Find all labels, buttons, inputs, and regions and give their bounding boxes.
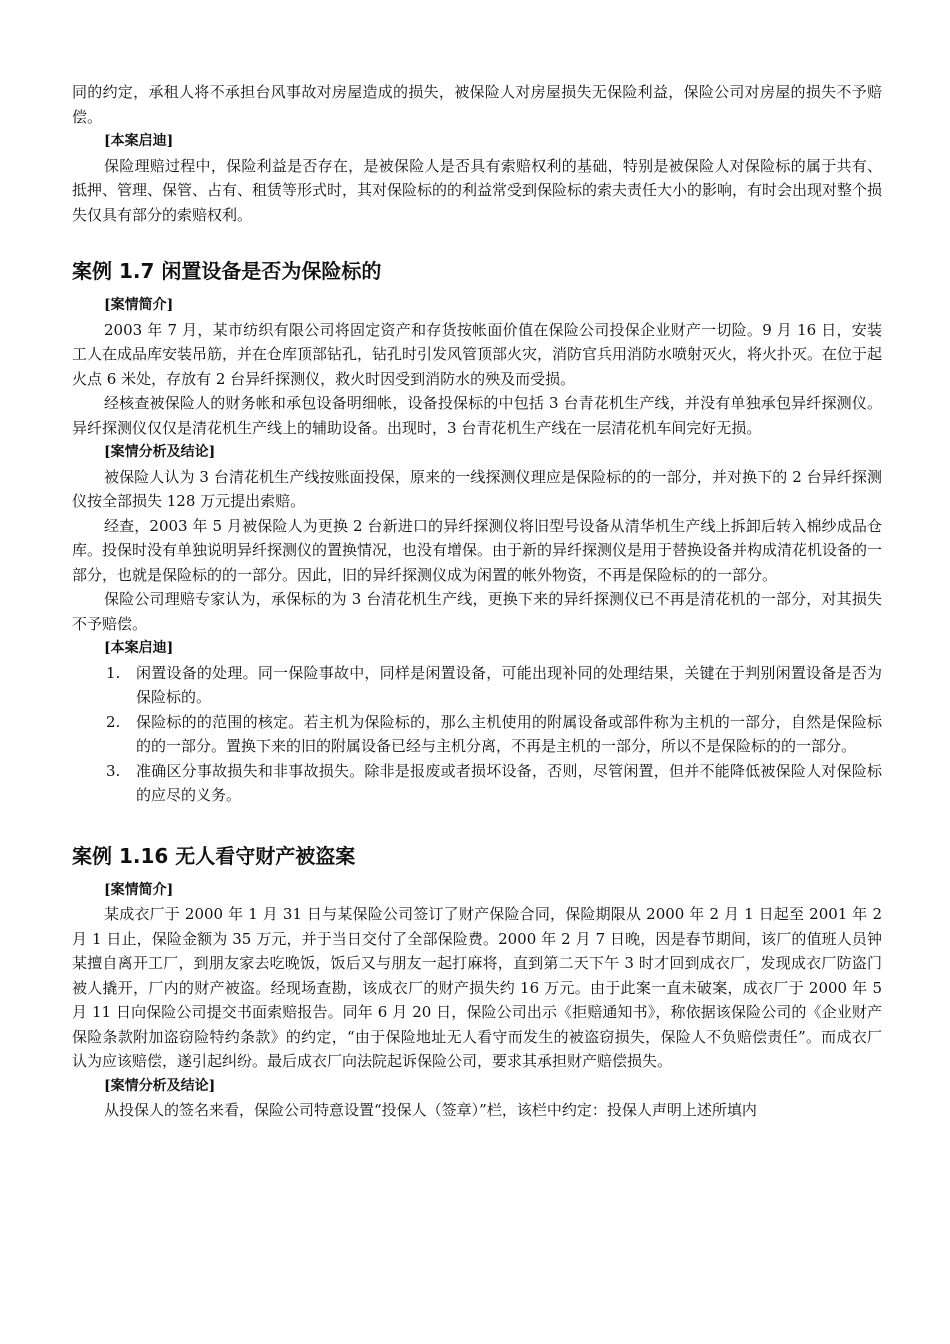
case-1-7-title: 案例 1.7 闲置设备是否为保险标的 xyxy=(72,259,382,283)
document-page xyxy=(72,80,882,1123)
list-item-number: 1. xyxy=(106,663,121,682)
list-item-text: 闲置设备的处理。同一保险事故中，同样是闲置设备，可能出现补同的处理结果，关键在于判别闲置设备是否为保险标的。 xyxy=(136,663,882,706)
list-item-number: 3. xyxy=(106,761,121,780)
brief-paragraph: 某成衣厂于 2000 年 1 月 31 日与某保险公司签订了财产保险合同，保险期限从 2000 年 2 月 1 日起至 2001 年 2 月 1 日止，保险金额为 35 万元，并于当日交付了全部保险费。2000 年 2 月 7 日晚，因是春节期间，该厂的值班人员钟某擅自离开工厂，到朋友家去吃晚饭，饭后又与朋友一起打麻将，直到第二天下午 3 时才回到成衣厂，发现成衣厂防盗门被人撬开，厂内的财产被盗。经现场查勘，该成衣厂的财产损失约 16 万元。由于此案一直未破案，成衣厂于 2000 年 5 月 11 日向保险公司提交书面索赔报告。同年 6 月 20 日，保险公司出示《拒赔通知书》，称依据该保险公司的《企业财产保险条款附加盗窃险特约条款》的约定，“由于保险地址无人看守而发生的被盗窃损失，保险人不负赔偿责任”。而成衣厂认为应该赔偿，遂引起纠纷。最后成衣厂向法院起诉保险公司，要求其承担财产赔偿损失。 xyxy=(72,905,882,1070)
analysis-paragraph: 被保险人认为 3 台清花机生产线按账面投保，原来的一线探测仪理应是保险标的的一部分，并对换下的 2 台异纤探测仪按全部损失 128 万元提出索赔。 xyxy=(72,467,882,510)
analysis-paragraph: 经查，2003 年 5 月被保险人为更换 2 台新进口的异纤探测仪将旧型号设备从清华机生产线上拆卸后转入棉纱成品仓库。投保时没有单独说明异纤探测仪的置换情况，也没有增保。由于新的异纤探测仪是用于替换设备并构成清花机设备的一部分，也就是保险标的的一部分。因此，旧的异纤探测仪成为闲置的帐外物资，不再是保险标的的一部分。 xyxy=(72,516,883,584)
section-label-insight: [本案启迪] xyxy=(104,133,174,149)
section-label-brief: [案情简介] xyxy=(104,297,174,313)
list-item-text: 准确区分事故损失和非事故损失。除非是报废或者损坏设备，否则，尽管闲置，但并不能降低被保险人对保险标的应尽的义务。 xyxy=(136,761,882,804)
analysis-paragraph: 保险公司理赔专家认为，承保标的为 3 台清花机生产线，更换下来的异纤探测仪已不再是清花机的一部分，对其损失不予赔偿。 xyxy=(72,590,882,633)
insight-list xyxy=(72,661,882,808)
case-1-16-title: 案例 1.16 无人看守财产被盗案 xyxy=(72,843,356,868)
list-item xyxy=(72,759,882,808)
list-item-text: 保险标的的范围的核定。若主机为保险标的，那么主机使用的附属设备或部件称为主机的一部分，自然是保险标的的一部分。置换下来的旧的附属设备已经与主机分离，不再是主机的一部分，所以不是保险标的的一部分。 xyxy=(136,712,882,755)
continuation-paragraph: 同的约定，承租人将不承担台风事故对房屋造成的损失，被保险人对房屋损失无保险利益，保险公司对房屋的损失不予赔偿。 xyxy=(72,83,882,126)
section-label-insight: [本案启迪] xyxy=(104,640,174,656)
section-label-analysis: [案情分析及结论] xyxy=(104,1077,216,1094)
insight-paragraph: 保险理赔过程中，保险利益是否存在，是被保险人是否具有索赔权利的基础，特别是被保险人对保险标的属于共有、抵押、管理、保管、占有、租赁等形式时，其对保险标的的利益常受到保险标的索夫责任大小的影响，有时会出现对整个损失仅具有部分的索赔权利。 xyxy=(72,156,883,224)
list-item xyxy=(72,710,882,759)
list-item-number: 2. xyxy=(106,712,121,731)
brief-paragraph: 2003 年 7 月，某市纺织有限公司将固定资产和存货按帐面价值在保险公司投保企业财产一切险。9 月 16 日，安装工人在成品库安装吊筋，并在仓库顶部钻孔，钻孔时引发风管顶部火灾，消防官兵用消防水喷射灭火，将火扑灭。在位于起火点 6 米处，存放有 2 台异纤探测仪，救火时因受到消防水的殃及而受损。 xyxy=(72,320,883,388)
analysis-paragraph: 从投保人的签名来看，保险公司特意设置“投保人（签章）”栏，该栏中约定：投保人声明上述所填内 xyxy=(104,1101,757,1119)
section-label-brief: [案情简介] xyxy=(104,881,174,898)
brief-paragraph: 经核查被保险人的财务帐和承包设备明细帐，设备投保标的中包括 3 台青花机生产线，并没有单独承包异纤探测仪。异纤探测仪仅仅是清花机生产线上的辅助设备。出现时，3 台青花机生产线在一层清花机车间完好无损。 xyxy=(72,394,882,437)
section-label-analysis: [案情分析及结论] xyxy=(104,444,216,460)
list-item xyxy=(72,661,882,710)
